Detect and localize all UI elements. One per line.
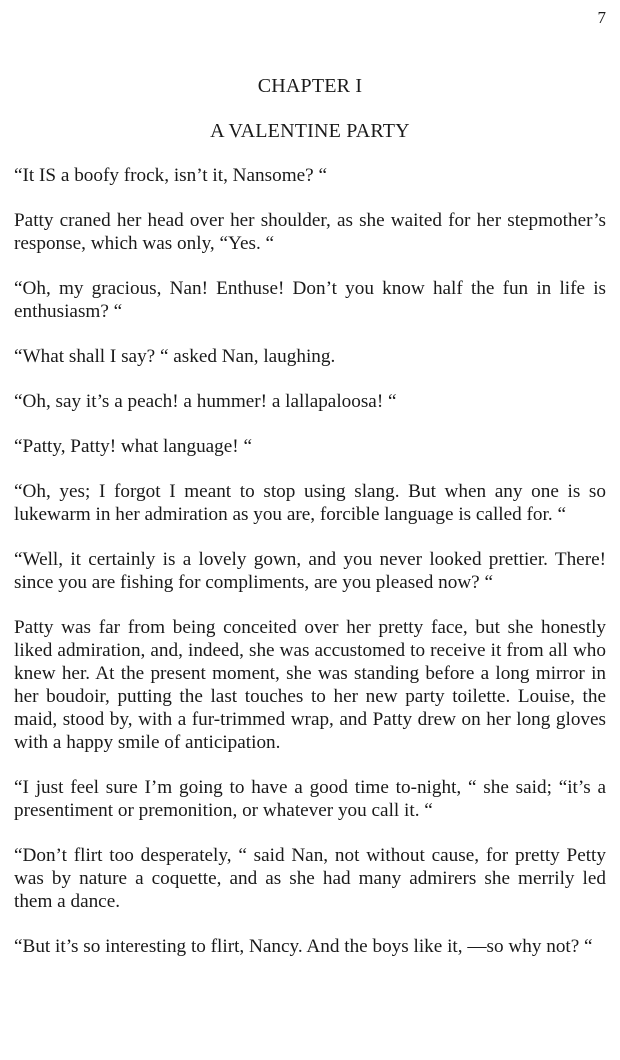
chapter-body bbox=[14, 164, 606, 980]
paragraph: Patty was far from being conceited over her pretty face, but she honestly liked admiration, and, indeed, she was accustomed to receive it from all who knew her. At the present moment, she was standing before a long mirror in her boudoir, putting the last touches to her new party toilette. Louise, the maid, stood by, with a fur-trimmed wrap, and Patty drew on her long gloves with a happy smile of anticipation. bbox=[14, 617, 606, 753]
page-number: 7 bbox=[597, 8, 606, 27]
paragraph: “Patty, Patty! what language! “ bbox=[14, 436, 252, 457]
paragraph: “It IS a boofy frock, isn’t it, Nansome? “ bbox=[14, 165, 327, 186]
paragraph: “Don’t flirt too desperately, “ said Nan, not without cause, for pretty Petty was by nature a coquette, and as she had many admirers she merrily led them a dance. bbox=[14, 845, 606, 912]
paragraph: “Oh, yes; I forgot I meant to stop using slang. But when any one is so lukewarm in her admiration as you are, forcible language is called for. “ bbox=[14, 481, 606, 525]
paragraph: “Well, it certainly is a lovely gown, and you never looked prettier. There! since you are fishing for compliments, are you pleased now? “ bbox=[14, 549, 606, 593]
paragraph: “Oh, my gracious, Nan! Enthuse! Don’t you know half the fun in life is enthusiasm? “ bbox=[14, 278, 606, 322]
paragraph: “Oh, say it’s a peach! a hummer! a lallapaloosa! “ bbox=[14, 391, 397, 412]
paragraph: “I just feel sure I’m going to have a good time to-night, “ she said; “it’s a presentiment or premonition, or whatever you call it. “ bbox=[14, 777, 606, 821]
paragraph: Patty craned her head over her shoulder, as she waited for her stepmother’s response, which was only, “Yes. “ bbox=[14, 210, 606, 254]
chapter-title: A VALENTINE PARTY bbox=[210, 120, 410, 142]
chapter-number: CHAPTER I bbox=[257, 75, 363, 97]
paragraph: “But it’s so interesting to flirt, Nancy. And the boys like it, —so why not? “ bbox=[14, 936, 593, 957]
paragraph: “What shall I say? “ asked Nan, laughing. bbox=[14, 346, 336, 367]
